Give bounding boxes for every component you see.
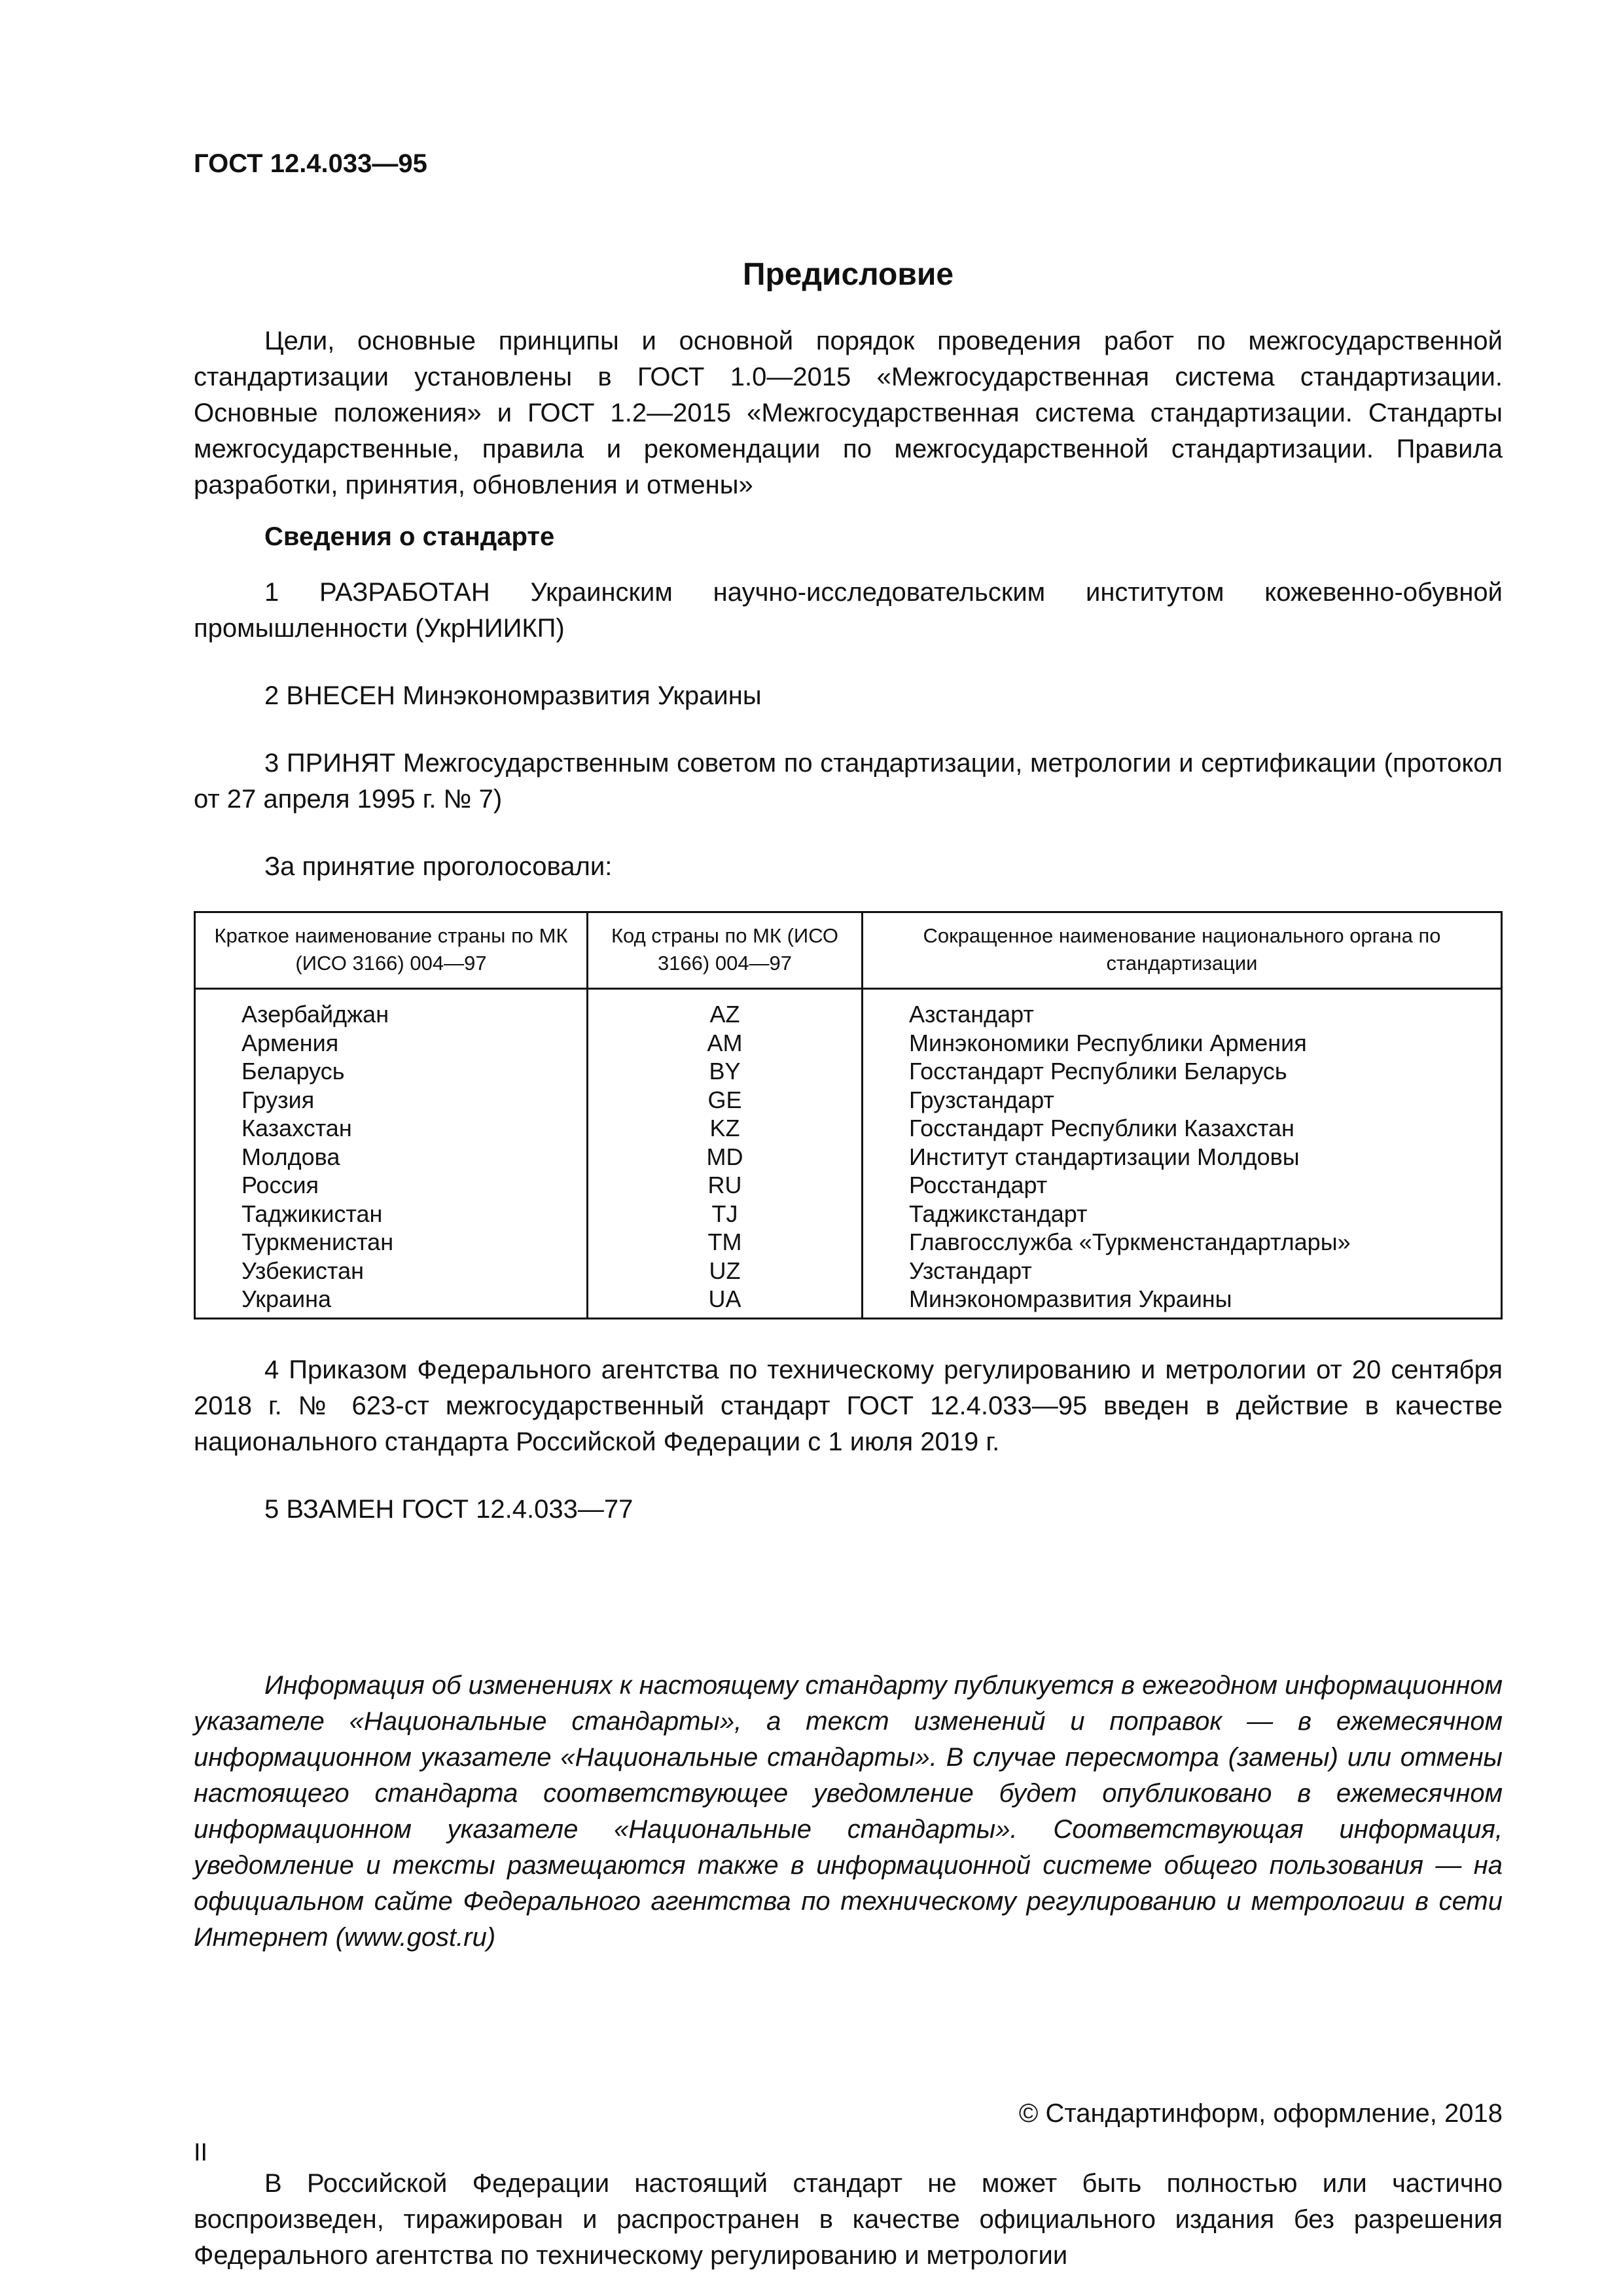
table-row: [195, 1285, 1502, 1318]
country-name-cell: Узбекистан: [195, 1257, 588, 1285]
country-name-cell: Беларусь: [195, 1057, 588, 1086]
country-code-cell: GE: [588, 1086, 863, 1115]
country-name-cell: Грузия: [195, 1086, 588, 1115]
country-code-cell: RU: [588, 1171, 863, 1200]
country-code-cell: AM: [588, 1029, 863, 1058]
voted-label: За принятие проголосовали:: [264, 852, 613, 881]
national-body-cell: Институт стандартизации Молдовы: [863, 1143, 1502, 1172]
country-name-cell: Молдова: [195, 1143, 588, 1172]
national-body-cell: Таджикстандарт: [863, 1200, 1502, 1229]
document-code: ГОСТ 12.4.033—95: [194, 149, 427, 178]
intro-paragraph: Цели, основные принципы и основной порядок проведения работ по межгосударственной стандартизации установлены в ГОСТ 1.0—2015 «Межгосударственная система стандартизации. Основные положения» и ГОСТ 1.2—2015 «Межгосударственная система стандартизации. Стандарты межгосударственные, правила и рекомендации по межгосударственной стандартизации. Правила разработки, принятия, обновления и отмены»: [194, 327, 1503, 499]
national-body-cell: Минэкономики Республики Армения: [863, 1029, 1502, 1058]
section-title: Предисловие: [742, 257, 954, 292]
item-3-adopted: 3 ПРИНЯТ Межгосударственным советом по стандартизации, метрологии и сертификации (протокол от 27 апреля 1995 г. № 7): [194, 749, 1503, 814]
reproduction-notice: В Российской Федерации настоящий стандарт не может быть полностью или частично воспроизведен, тиражирован и распространен в качестве официального издания без разрешения Федерального агентства по техническому регулированию и метрологии: [194, 2168, 1503, 2270]
national-body-cell: Минэкономразвития Украины: [863, 1285, 1502, 1318]
table-row: [195, 1257, 1502, 1285]
table-row: [195, 1114, 1502, 1143]
item-4-enacted: 4 Приказом Федерального агентства по техническому регулированию и метрологии от 20 сентября 2018 г. № 623-ст межгосударственный стандарт ГОСТ 12.4.033—95 введен в действие в качестве национального стандарта Российской Федерации с 1 июля 2019 г.: [194, 1355, 1503, 1456]
header-country-code: Код страны по МК (ИСО 3166) 004—97: [588, 912, 863, 989]
country-code-cell: UZ: [588, 1257, 863, 1285]
national-body-cell: Госстандарт Республики Казахстан: [863, 1114, 1502, 1143]
item-5-replaces: 5 ВЗАМЕН ГОСТ 12.4.033—77: [264, 1494, 633, 1524]
table-row: [195, 1086, 1502, 1115]
item-1-developed: 1 РАЗРАБОТАН Украинским научно-исследовательским институтом кожевенно-обувной промышленности (УкрНИИКП): [194, 578, 1503, 643]
national-body-cell: Узстандарт: [863, 1257, 1502, 1285]
table-header-row: [195, 912, 1502, 989]
table-row: [195, 1029, 1502, 1058]
info-heading: Сведения о стандарте: [264, 522, 555, 551]
header-national-body: Сокращенное наименование национального органа по стандартизации: [863, 912, 1502, 989]
country-name-cell: Туркменистан: [195, 1228, 588, 1257]
document-page: [194, 145, 1503, 2274]
national-body-cell: Грузстандарт: [863, 1086, 1502, 1115]
country-code-cell: AZ: [588, 989, 863, 1029]
item-2-submitted: 2 ВНЕСЕН Минэкономразвития Украины: [264, 681, 762, 710]
table-row: [195, 1228, 1502, 1257]
country-name-cell: Россия: [195, 1171, 588, 1200]
voting-countries-table: [194, 911, 1503, 1319]
national-body-cell: Росстандарт: [863, 1171, 1502, 1200]
table-row: [195, 1171, 1502, 1200]
table-row: [195, 1200, 1502, 1229]
country-code-cell: TM: [588, 1228, 863, 1257]
country-name-cell: Таджикистан: [195, 1200, 588, 1229]
national-body-cell: Главгосслужба «Туркменстандартлары»: [863, 1228, 1502, 1257]
header-country-name: Краткое наименование страны по МК (ИСО 3166) 004—97: [195, 912, 588, 989]
national-body-cell: Азстандарт: [863, 989, 1502, 1029]
country-code-cell: BY: [588, 1057, 863, 1086]
country-code-cell: TJ: [588, 1200, 863, 1229]
table-row: [195, 989, 1502, 1029]
copyright-line: © Стандартинформ, оформление, 2018: [1018, 2098, 1503, 2128]
country-name-cell: Казахстан: [195, 1114, 588, 1143]
country-name-cell: Армения: [195, 1029, 588, 1058]
page-number: II: [194, 2139, 208, 2166]
table-row: [195, 1143, 1502, 1172]
country-code-cell: KZ: [588, 1114, 863, 1143]
country-name-cell: Азербайджан: [195, 989, 588, 1029]
national-body-cell: Госстандарт Республики Беларусь: [863, 1057, 1502, 1086]
table-row: [195, 1057, 1502, 1086]
country-code-cell: UA: [588, 1285, 863, 1318]
changes-information: Информация об изменениях к настоящему стандарту публикуется в ежегодном информационном указателе «Национальные стандарты», а текст изменений и поправок — в ежемесячном информационном указателе «Национальные стандарты». В случае пересмотра (замены) или отмены настоящего стандарта соответствующее уведомление будет опубликовано в ежемесячном информационном указателе «Национальные стандарты». Соответствующая информация, уведомление и тексты размещаются также в информационной системе общего пользования — на официальном сайте Федерального агентства по техническому регулированию и метрологии в сети Интернет (www.gost.ru): [194, 1670, 1503, 1952]
country-name-cell: Украина: [195, 1285, 588, 1318]
country-code-cell: MD: [588, 1143, 863, 1172]
